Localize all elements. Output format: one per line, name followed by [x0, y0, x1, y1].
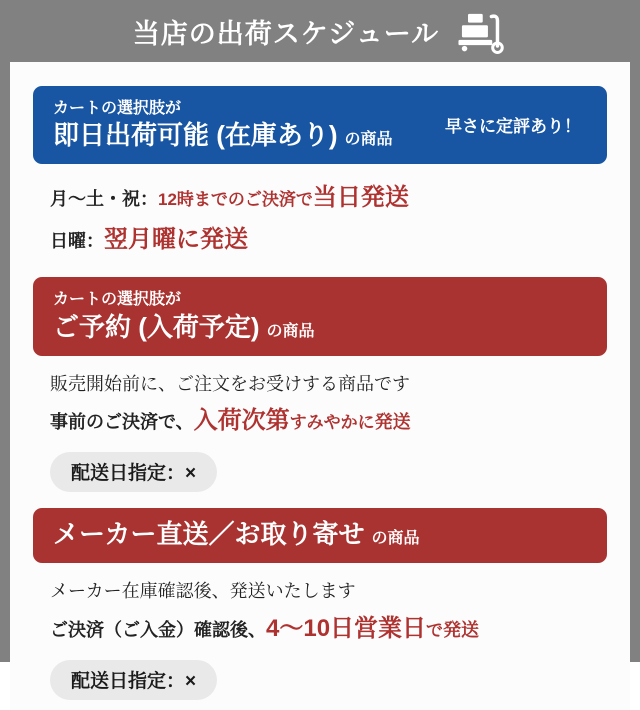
direct-shipping-line: ご決済（ご入金）確認後、4〜10日営業日で発送 — [50, 614, 480, 642]
preorder-details — [33, 356, 607, 509]
preorder-shipping-line: 事前のご決済で、入荷次第すみやかに発送 — [50, 407, 411, 435]
banner-same-day-shipping — [33, 86, 607, 164]
page-title: 当店の出荷スケジュール — [132, 18, 440, 49]
delivery-date-badge: 配送日指定：× — [50, 660, 217, 700]
content-panel — [10, 62, 630, 710]
weekday-shipping-line: 月〜土・祝：12時までのご決済で当日発送 — [50, 184, 409, 212]
header — [0, 0, 640, 62]
speed-reputation-badge: 早さに定評あり！ — [445, 116, 581, 136]
preorder-desc-line: 販売開始前に、ご注文をお受けする商品です — [50, 373, 410, 394]
same-day-details — [33, 164, 607, 277]
delivery-date-badge: 配送日指定：× — [50, 452, 217, 492]
banner-direct-shipping — [33, 508, 607, 563]
banner-highlight: メーカー直送／お取り寄せ — [53, 519, 365, 550]
banner-suffix: の商品 — [371, 530, 420, 548]
banner-preorder — [33, 277, 607, 355]
direct-details — [33, 563, 607, 700]
banner-highlight: ご予約 (入荷予定) — [53, 311, 260, 342]
banner-intro: カートの選択肢が — [53, 100, 182, 117]
banner-text — [53, 97, 393, 151]
banner-text — [53, 288, 315, 342]
banner-suffix: の商品 — [344, 131, 393, 149]
sunday-shipping-line: 日曜：翌月曜に発送 — [50, 226, 248, 254]
direct-desc-line: メーカー在庫確認後、発送いたします — [50, 581, 356, 602]
handtruck-icon — [455, 11, 507, 55]
banner-text — [53, 519, 420, 550]
banner-intro: カートの選択肢が — [53, 291, 182, 309]
banner-suffix: の商品 — [266, 322, 315, 340]
banner-highlight: 即日出荷可能 (在庫あり) — [53, 120, 338, 151]
